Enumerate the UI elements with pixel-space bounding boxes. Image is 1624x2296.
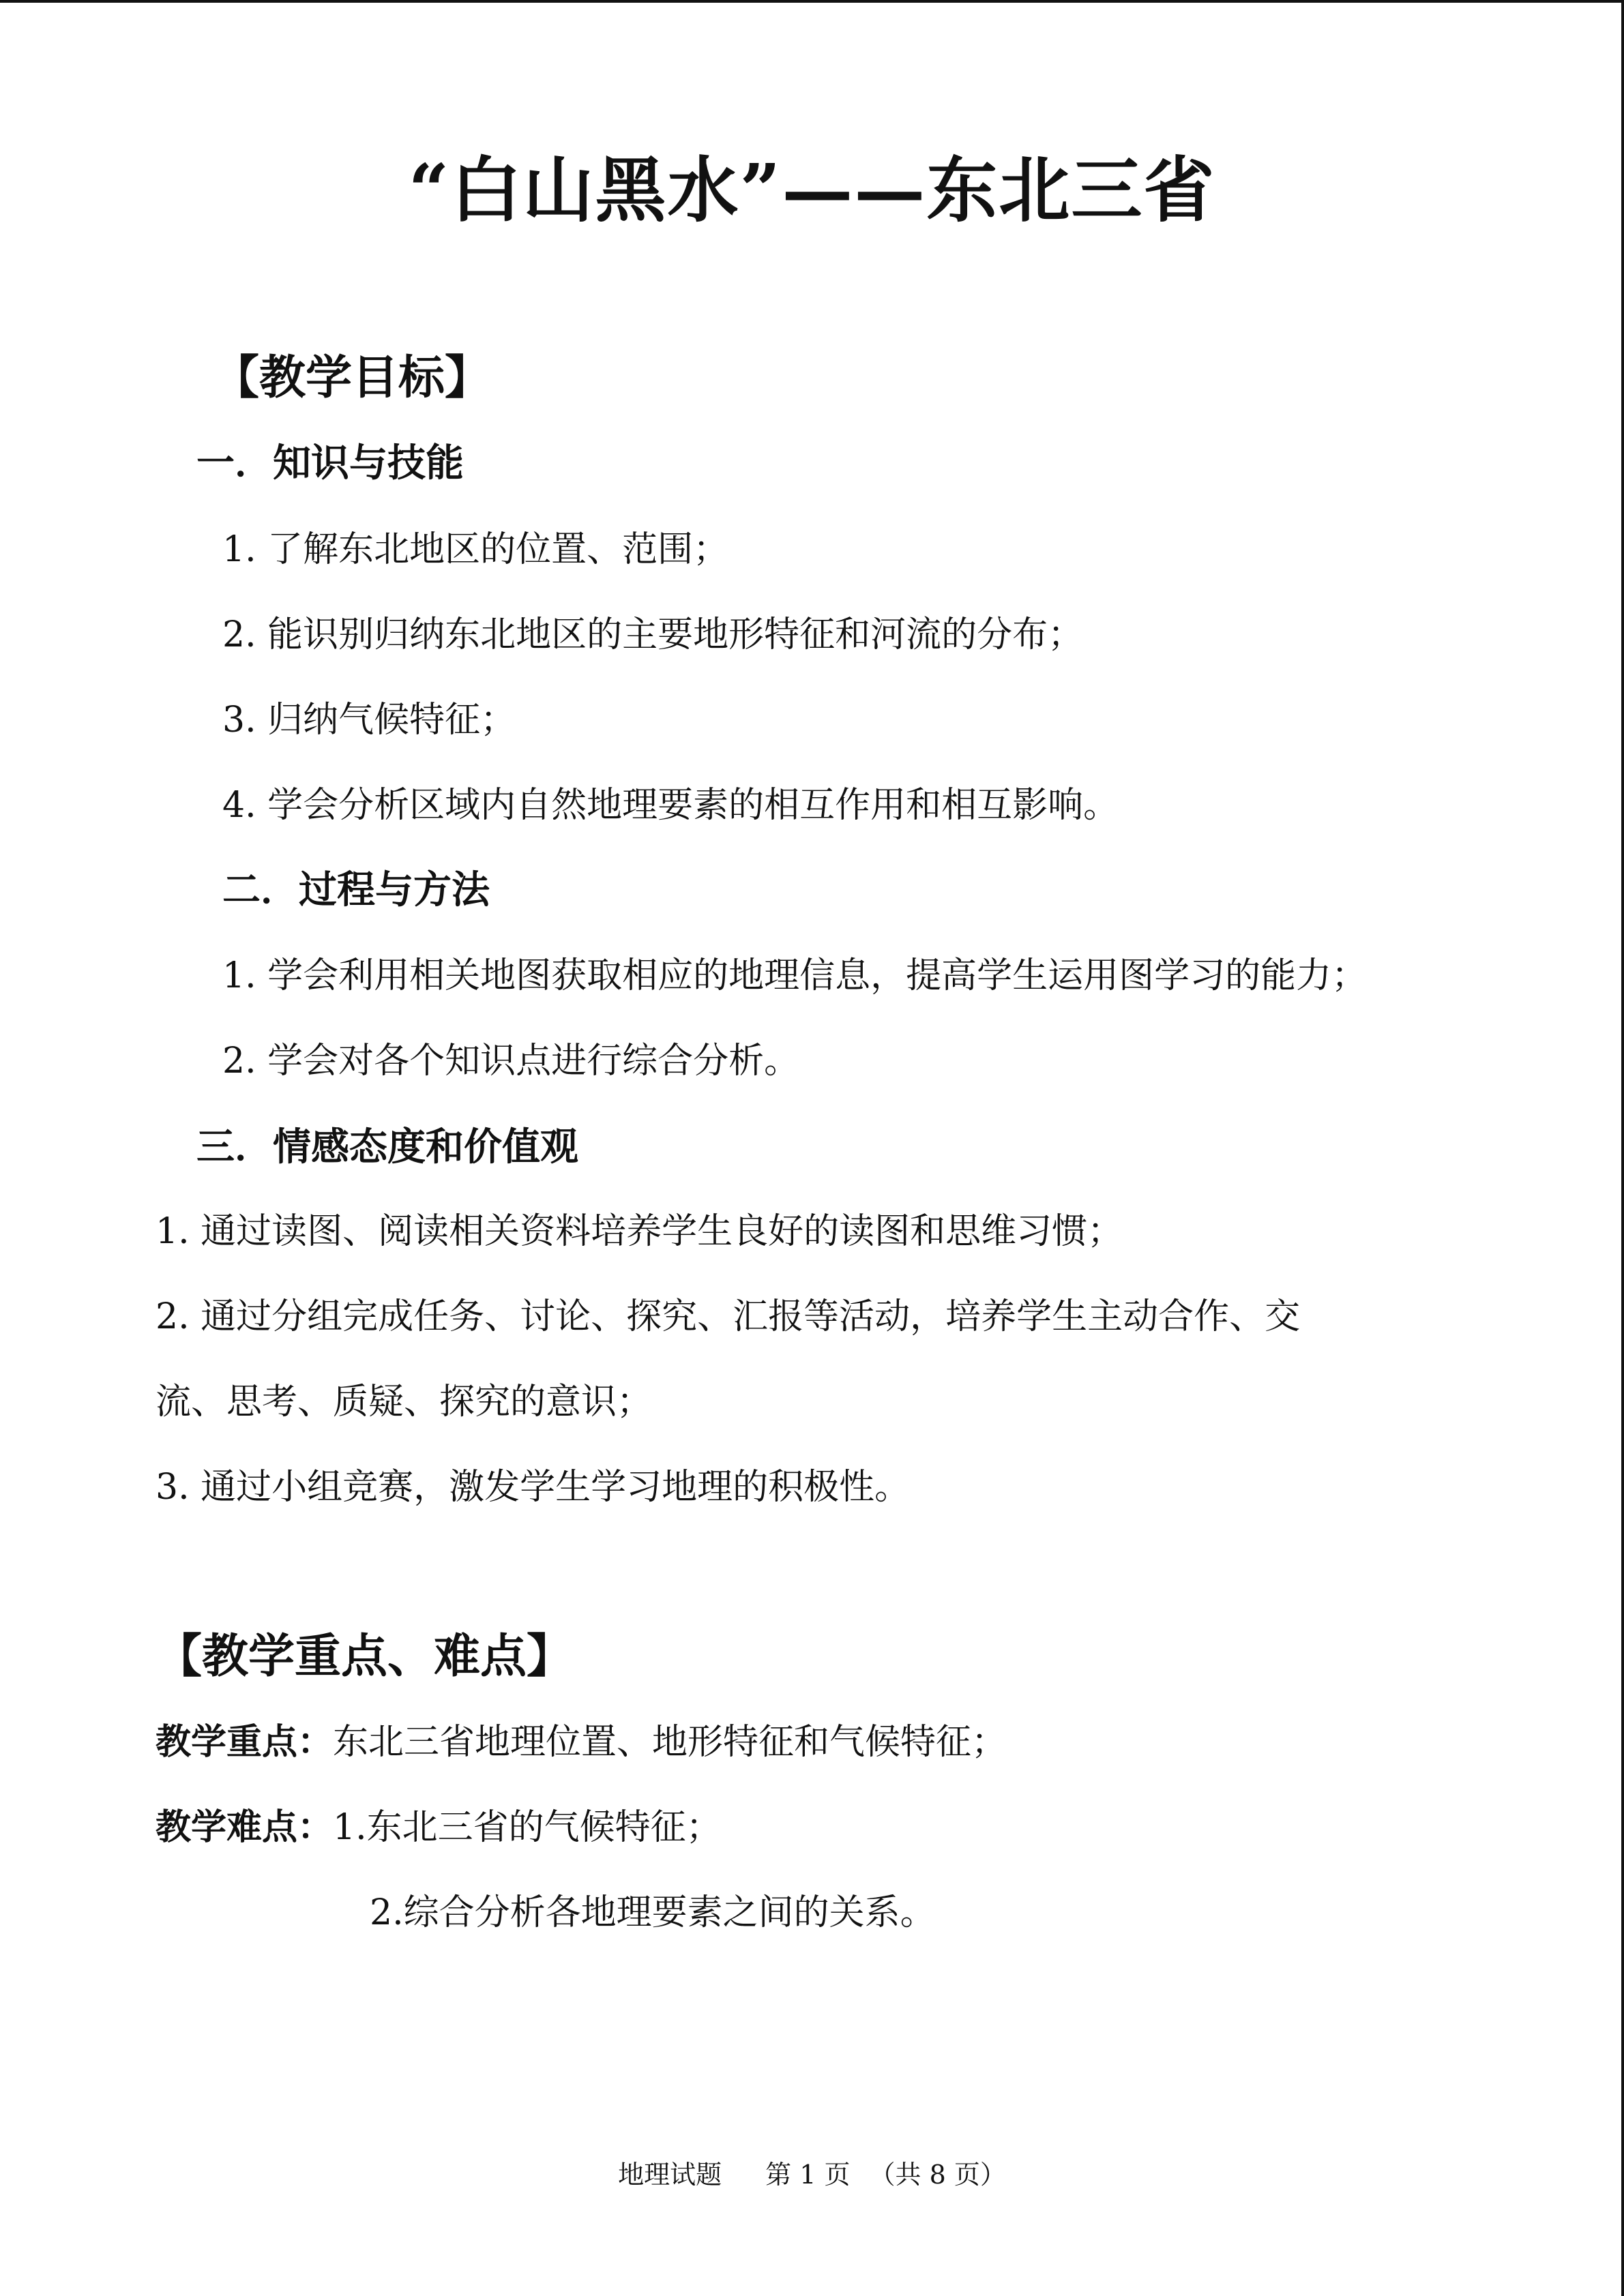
objectives-heading: 【教学目标】	[213, 351, 492, 405]
difficulty-line	[156, 1798, 722, 1849]
focus-label: 教学重点：	[156, 1721, 334, 1763]
knowledge-item-2: 2. 能识别归纳东北地区的主要地形特征和河流的分布；	[222, 614, 1084, 655]
footer-total-pages: （共 8 页）	[869, 2160, 1006, 2190]
footer-subject: 地理试题	[618, 2160, 722, 2190]
knowledge-item-1: 1. 了解东北地区的位置、范围；	[222, 529, 729, 570]
knowledge-item-4: 4. 学会分析区域内自然地理要素的相互作用和相互影响。	[222, 785, 1119, 826]
top-border	[0, 0, 1624, 3]
process-item-2: 2. 学会对各个知识点进行综合分析。	[222, 1041, 800, 1082]
process-heading: 二．过程与方法	[222, 867, 490, 912]
knowledge-item-3: 3. 归纳气候特征；	[222, 700, 516, 741]
difficulty-item-2: 2.综合分析各地理要素之间的关系。	[370, 1892, 936, 1933]
page-title: “白山黑水”——东北三省	[408, 148, 1216, 232]
right-border	[1621, 0, 1624, 2296]
keypoints-heading: 【教学重点、难点】	[156, 1629, 574, 1684]
attitude-item-1: 1. 通过读图、阅读相关资料培养学生良好的读图和思维习惯；	[156, 1211, 1123, 1252]
attitude-item-3: 3. 通过小组竞赛，激发学生学习地理的积极性。	[156, 1467, 911, 1508]
attitude-heading: 三．情感态度和价值观	[196, 1124, 578, 1169]
footer-page-number: 第 1 页	[765, 2160, 851, 2190]
difficulty-label: 教学难点：	[156, 1806, 334, 1848]
process-item-1: 1. 学会利用相关地图获取相应的地理信息，提高学生运用图学习的能力；	[222, 955, 1368, 996]
knowledge-heading: 一．知识与技能	[196, 441, 464, 486]
attitude-item-2-continued: 流、思考、质疑、探究的意识；	[156, 1382, 653, 1422]
focus-line	[156, 1713, 1007, 1764]
page-footer	[0, 2153, 1624, 2191]
difficulty-item-1: 1.东北三省的气候特征；	[333, 1807, 722, 1848]
attitude-item-2: 2. 通过分组完成任务、讨论、探究、汇报等活动，培养学生主动合作、交	[156, 1296, 1301, 1337]
focus-text: 东北三省地理位置、地形特征和气候特征；	[333, 1722, 1007, 1763]
